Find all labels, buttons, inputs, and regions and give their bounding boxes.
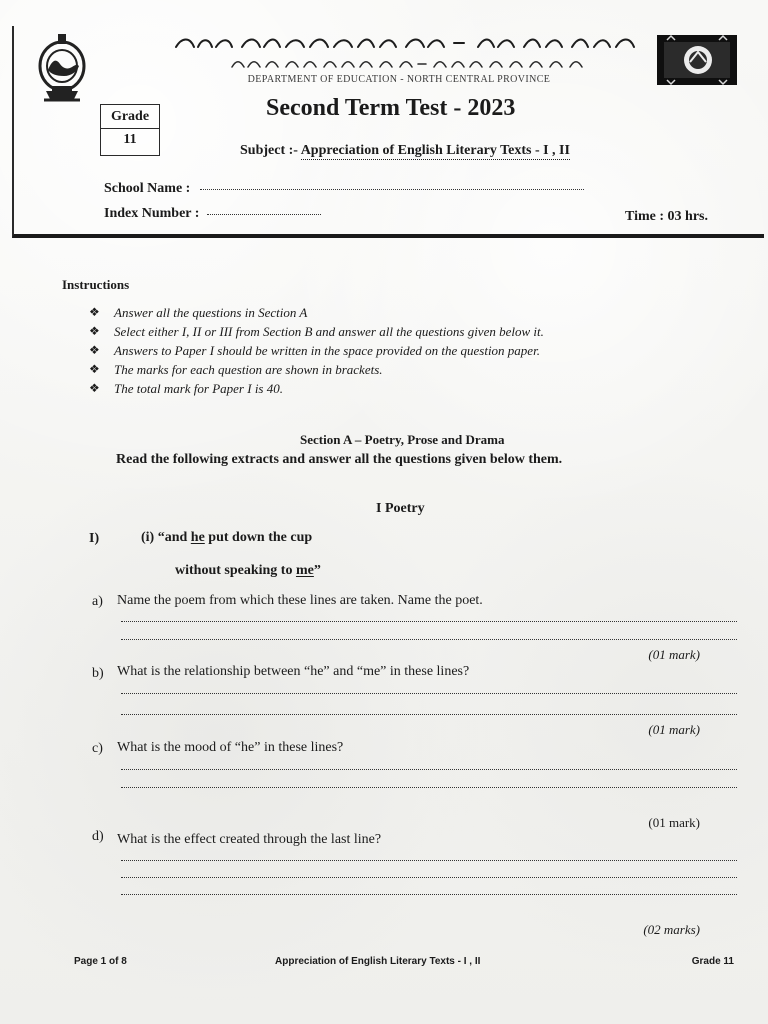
header-box xyxy=(12,26,764,238)
footer-subject: Appreciation of English Literary Texts - I , II xyxy=(275,956,481,967)
instruction-text: Select either I, II or III from Section B and answer all the questions given below it. xyxy=(114,324,544,339)
subject-line xyxy=(240,143,670,159)
extract-he: he xyxy=(190,530,205,545)
instruction-item xyxy=(89,362,669,381)
footer-grade: Grade 11 xyxy=(691,956,734,967)
index-number-field[interactable] xyxy=(207,214,321,215)
footer-page-number: Page 1 of 8 xyxy=(74,956,127,967)
extract-line1-rest: put down the cup xyxy=(204,530,313,545)
provincial-flag-icon xyxy=(656,34,738,86)
extract-line-1 xyxy=(141,530,312,546)
grade-box xyxy=(100,104,160,156)
grade-divider xyxy=(101,128,159,129)
answer-line-a-1[interactable] xyxy=(121,621,737,622)
answer-line-c-1[interactable] xyxy=(121,769,737,770)
instruction-text: Answer all the questions in Section A xyxy=(114,305,308,320)
question-label-d: d) xyxy=(92,829,104,844)
section-a-title: Section A – Poetry, Prose and Drama xyxy=(300,432,505,447)
school-name-label: School Name : xyxy=(104,181,191,196)
question-text-d: What is the effect created through the last line? xyxy=(117,832,382,847)
section-a-subtitle: Read the following extracts and answer all the questions given below them. xyxy=(116,452,563,467)
instruction-item xyxy=(89,381,669,400)
school-name-field[interactable] xyxy=(200,189,584,190)
answer-line-d-3[interactable] xyxy=(121,894,737,895)
poetry-title: I Poetry xyxy=(376,501,425,516)
time-row xyxy=(578,209,708,225)
answer-line-c-2[interactable] xyxy=(121,787,737,788)
question-mark-a: (01 mark) xyxy=(648,647,700,662)
extract-line2-prefix: without speaking to xyxy=(175,563,296,578)
instructions-title: Instructions xyxy=(62,277,130,292)
question-label-c: c) xyxy=(92,741,103,756)
instruction-text: Answers to Paper I should be written in the space provided on the question paper. xyxy=(114,343,540,358)
subject-separator: :- xyxy=(288,143,298,158)
answer-line-d-2[interactable] xyxy=(121,877,737,878)
instruction-text: The marks for each question are shown in brackets. xyxy=(114,362,383,377)
instruction-text: The total mark for Paper I is 40. xyxy=(114,381,283,396)
sinhala-heading-graphic xyxy=(174,33,644,53)
diamond-bullet-icon: ❖ xyxy=(89,324,100,338)
question-mark-b: (01 mark) xyxy=(648,722,700,737)
question-mark-d: (02 marks) xyxy=(643,922,700,937)
grade-value: 11 xyxy=(123,132,137,147)
extract-line-2 xyxy=(175,563,321,579)
subject-value: Appreciation of English Literary Texts - I , II xyxy=(300,143,570,158)
index-number-row xyxy=(104,206,394,222)
answer-line-a-2[interactable] xyxy=(121,639,737,640)
answer-line-d-1[interactable] xyxy=(121,860,737,861)
instructions-list xyxy=(89,305,669,400)
main-question-label: I) xyxy=(89,531,100,546)
grade-label: Grade xyxy=(110,109,150,124)
answer-line-b-1[interactable] xyxy=(121,693,737,694)
subject-label: Subject xyxy=(240,143,286,158)
diamond-bullet-icon: ❖ xyxy=(89,305,100,319)
diamond-bullet-icon: ❖ xyxy=(89,381,100,395)
diamond-bullet-icon: ❖ xyxy=(89,362,100,376)
extract-me: me xyxy=(295,563,314,578)
tamil-heading-graphic xyxy=(230,57,598,71)
extract-prefix: (i) “and xyxy=(141,530,191,545)
question-mark-c: (01 mark) xyxy=(648,815,700,830)
question-label-a: a) xyxy=(92,594,103,609)
time-value: 03 hrs. xyxy=(667,209,708,224)
question-text-a: Name the poem from which these lines are taken. Name the poet. xyxy=(117,593,483,608)
question-text-b: What is the relationship between “he” and “me” in these lines? xyxy=(117,664,470,679)
index-number-label: Index Number : xyxy=(104,206,200,221)
question-text-c: What is the mood of “he” in these lines? xyxy=(117,740,344,755)
school-name-row xyxy=(104,181,624,197)
instruction-item xyxy=(89,324,669,343)
question-label-b: b) xyxy=(92,666,104,681)
answer-line-b-2[interactable] xyxy=(121,714,737,715)
time-label: Time : xyxy=(625,209,665,224)
sri-lanka-emblem-icon xyxy=(32,30,92,106)
instruction-item xyxy=(89,305,669,324)
extract-line2-suffix: ” xyxy=(313,563,321,578)
diamond-bullet-icon: ❖ xyxy=(89,343,100,357)
exam-title: Second Term Test - 2023 xyxy=(266,95,516,121)
department-line: DEPARTMENT OF EDUCATION - NORTH CENTRAL PROVINCE xyxy=(247,74,551,85)
instruction-item xyxy=(89,343,669,362)
